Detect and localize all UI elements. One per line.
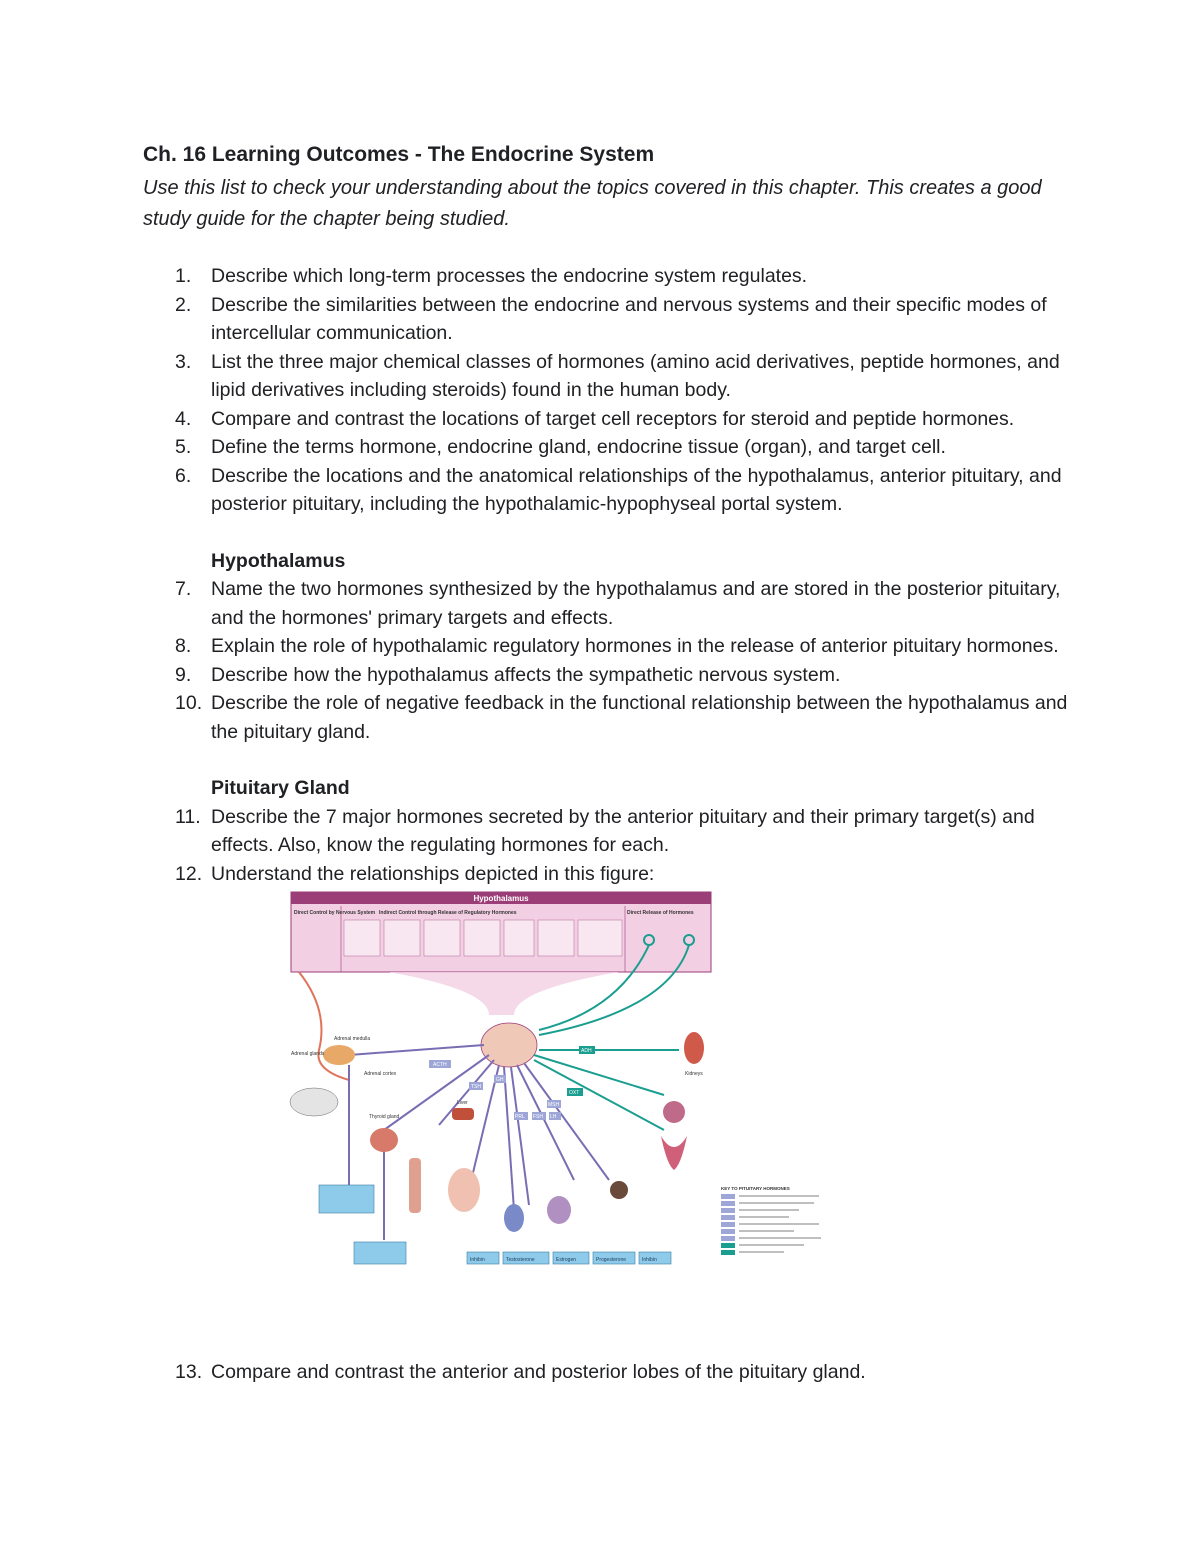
spacer xyxy=(143,746,1073,774)
item-text: Define the terms hormone, endocrine gland, endocrine tissue (organ), and target cell. xyxy=(211,436,946,458)
kidney-image xyxy=(684,1032,704,1064)
item-number: 10. xyxy=(175,692,203,714)
pituitary-gland xyxy=(481,1023,537,1067)
list-item xyxy=(143,860,1073,889)
thyroid-label: Thyroid gland xyxy=(369,1114,400,1120)
list-item xyxy=(143,661,1073,690)
adrenal-label: Adrenal glands xyxy=(291,1051,325,1057)
list-item xyxy=(143,689,1073,746)
bottom-box-label: Inhibin xyxy=(642,1257,657,1263)
item-number: 4. xyxy=(175,407,192,430)
item-number: 1. xyxy=(175,265,192,287)
item-text: Explain the role of hypothalamic regulatory hormones in the release of anterior pituitary hormones. xyxy=(211,635,1059,657)
item-number: 6. xyxy=(175,464,192,487)
regulatory-hormone-boxes xyxy=(344,920,622,956)
item-number: 12. xyxy=(175,862,203,885)
item-text: Describe which long-term processes the endocrine system regulates. xyxy=(211,265,808,287)
col-mid-label: Indirect Control through Release of Regulatory Hormones xyxy=(379,910,517,916)
page-title: Ch. 16 Learning Outcomes - The Endocrine System xyxy=(143,143,655,166)
adh-tag: ADH xyxy=(581,1048,592,1054)
lh-tag: LH xyxy=(550,1114,557,1120)
liver-image xyxy=(452,1108,474,1120)
spacer xyxy=(143,519,1073,547)
pituitary-hormone-diagram xyxy=(289,890,834,1272)
list-item xyxy=(143,291,1073,348)
item-number: 13. xyxy=(175,1361,203,1383)
item-text: List the three major chemical classes of hormones (amino acid derivatives, peptide hormones, and lipid derivatives including steroids) found in the human body. xyxy=(211,350,1060,401)
item-text: Compare and contrast the locations of target cell receptors for steroid and peptide hormones. xyxy=(211,407,1015,430)
melanocyte-image xyxy=(610,1181,628,1199)
item-text: Understand the relationships depicted in this figure: xyxy=(211,862,655,885)
portal-funnel xyxy=(389,972,619,1015)
key-lines xyxy=(739,1196,821,1252)
banner-label: Hypothalamus xyxy=(473,894,529,903)
prl-tag: PRL xyxy=(515,1114,525,1120)
bottom-box-label: Inhibin xyxy=(470,1257,485,1263)
tsh-tag: TSH xyxy=(471,1084,481,1090)
list-item xyxy=(143,1358,1073,1386)
list-item xyxy=(143,348,1073,405)
item-text: Describe the role of negative feedback in the functional relationship between the hypothalamus and the pituitary gland. xyxy=(211,692,1068,743)
outcomes-list xyxy=(143,262,1073,1281)
list-item xyxy=(143,575,1073,632)
item-number: 3. xyxy=(175,350,192,373)
thyroid-hormones-box xyxy=(354,1242,406,1264)
key-swatches xyxy=(721,1194,735,1255)
adrenal-gland-image xyxy=(323,1045,355,1065)
kidney-label: Kidneys xyxy=(685,1071,703,1077)
adrenal-cortex-label: Adrenal cortex xyxy=(364,1071,397,1077)
mammary-gland-image xyxy=(448,1168,480,1212)
item-number: 5. xyxy=(175,436,192,458)
item-number: 8. xyxy=(175,635,192,657)
item-text: Describe the similarities between the endocrine and nervous systems and their specific modes of intercellular communication. xyxy=(211,293,1047,344)
thyroid-image xyxy=(370,1128,398,1152)
ovary-image xyxy=(547,1196,571,1224)
list-item xyxy=(143,803,1073,860)
gh-tag: GH xyxy=(496,1077,504,1083)
list-item-row xyxy=(143,1358,1073,1386)
msh-tag: MSH xyxy=(548,1102,560,1108)
bottom-box-label: Testosterone xyxy=(506,1257,535,1263)
epinephrine-oval xyxy=(290,1088,338,1116)
figure-container xyxy=(143,888,1073,1281)
list-item xyxy=(143,405,1073,434)
item-number: 11. xyxy=(175,805,201,828)
item-text: Describe how the hypothalamus affects the sympathetic nervous system. xyxy=(211,663,841,686)
oxt-arrow xyxy=(534,1055,664,1095)
section-heading-hypothalamus: Hypothalamus xyxy=(211,549,346,572)
col-left-label: Direct Control by Nervous System xyxy=(294,910,376,916)
testis-image xyxy=(504,1204,524,1232)
item-text: Compare and contrast the anterior and posterior lobes of the pituitary gland. xyxy=(211,1361,866,1383)
list-item xyxy=(143,462,1073,519)
list-item xyxy=(143,433,1073,462)
item-number: 7. xyxy=(175,578,192,600)
muscle-bone-image xyxy=(409,1158,421,1213)
item-text: Describe the 7 major hormones secreted by the anterior pituitary and their primary target(s) and effects. Also, know the regulating hormones for each. xyxy=(211,805,1035,856)
fsh-tag: FSH xyxy=(533,1114,543,1120)
list-item xyxy=(143,262,1073,291)
key-title: KEY TO PITUITARY HORMONES xyxy=(721,1186,790,1191)
col-right-label: Direct Release of Hormones xyxy=(627,910,694,916)
item-text: Name the two hormones synthesized by the hypothalamus and are stored in the posterior pituitary, and the hormones' primary targets and effects. xyxy=(211,578,1061,629)
bottom-box-label: Estrogen xyxy=(556,1257,577,1263)
item-text: Describe the locations and the anatomical relationships of the hypothalamus, anterior pituitary, and posterior pituitary, including the hypothalamic-hypophyseal portal system. xyxy=(211,464,1062,515)
glucocorticoids-box xyxy=(319,1185,374,1213)
item-number: 2. xyxy=(175,293,192,316)
section-heading-pituitary: Pituitary Gland xyxy=(211,777,350,799)
mammary-image xyxy=(663,1101,685,1123)
acth-tag: ACTH xyxy=(433,1062,447,1068)
uterus-image xyxy=(661,1136,687,1170)
list-item xyxy=(143,632,1073,661)
bottom-box-label: Progesterone xyxy=(596,1257,627,1263)
item-number: 9. xyxy=(175,663,192,686)
intro-text: Use this list to check your understanding about the topics covered in this chapter. This creates a good study guide for the chapter being studied. xyxy=(143,177,1042,230)
adrenal-medulla-label: Adrenal medulla xyxy=(334,1036,371,1042)
liver-label: Liver xyxy=(457,1100,468,1106)
oxt-tag: OXT xyxy=(569,1090,580,1096)
